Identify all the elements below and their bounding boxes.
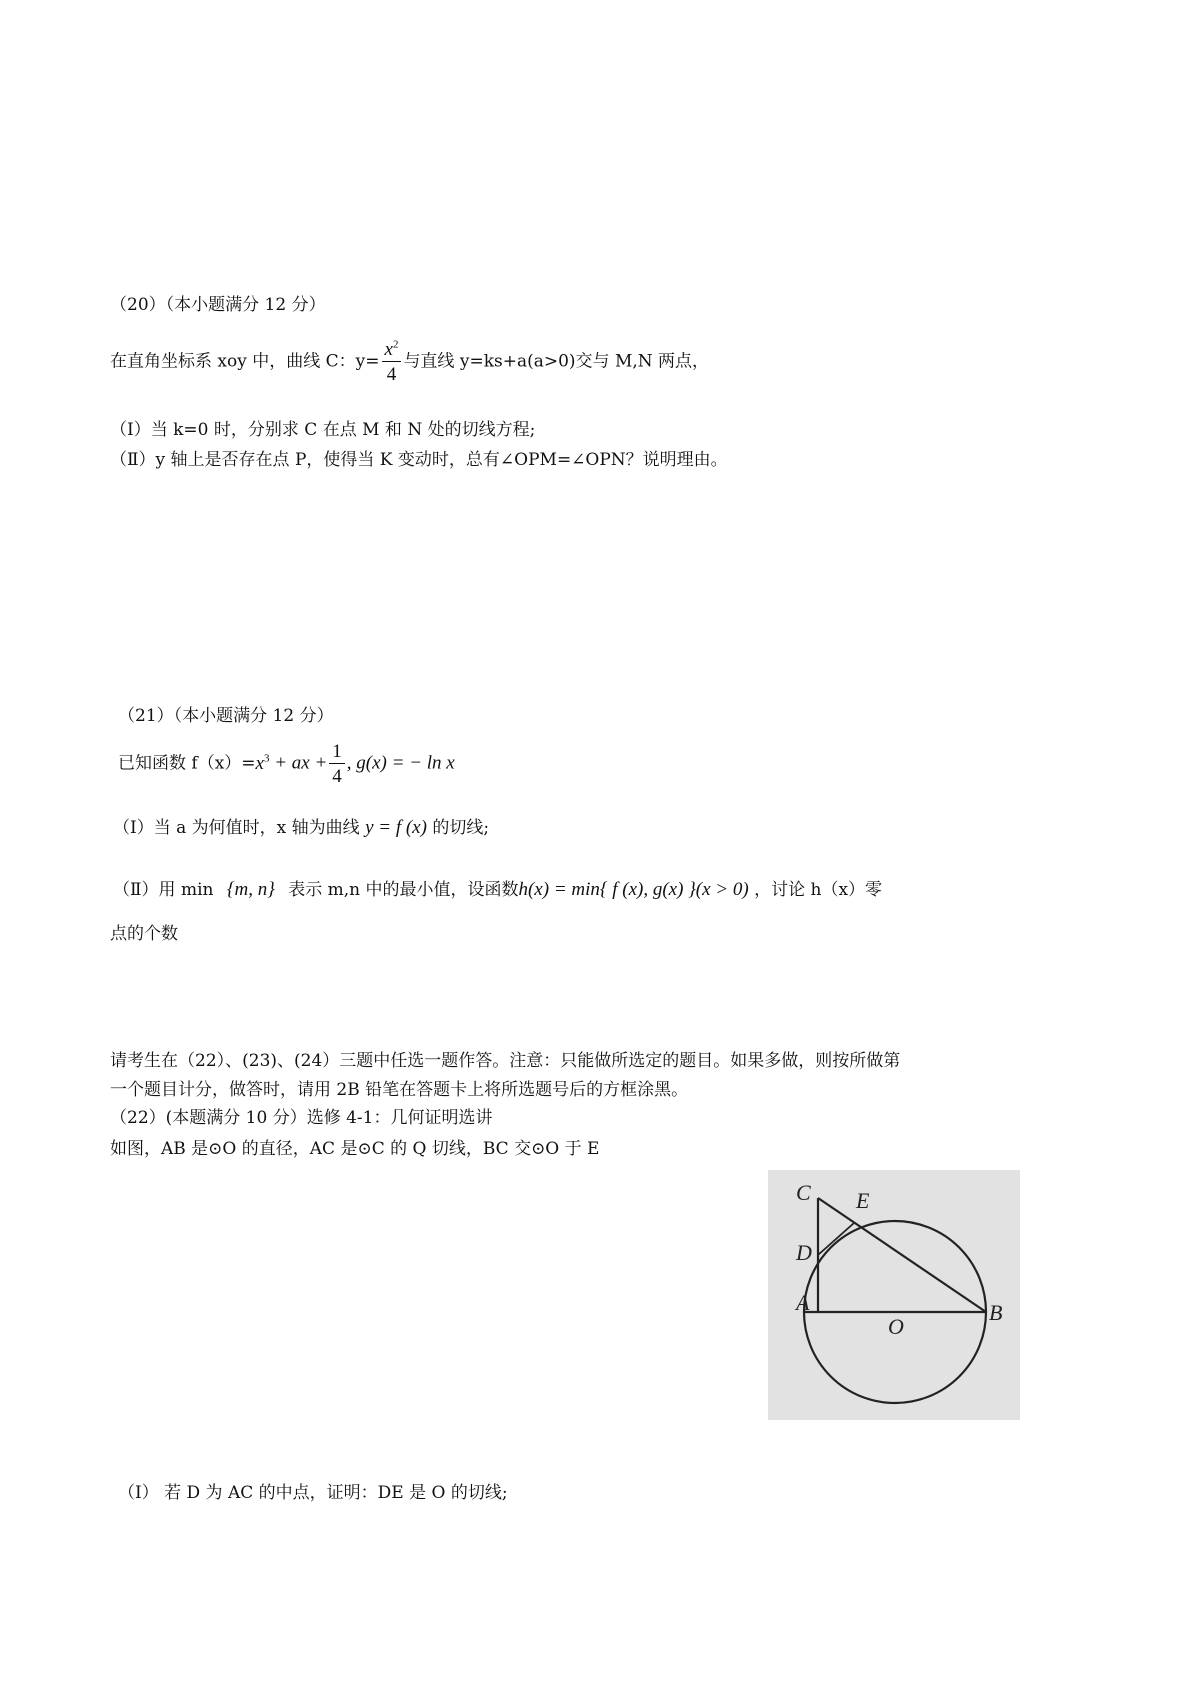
label-a: A	[796, 1290, 810, 1315]
q21-expr-c: , g(x) = − ln x	[346, 752, 455, 774]
q21-part2-set: {m, n}	[226, 879, 275, 900]
q21-part2-math: h(x) = min{ f (x), g(x) }(x > 0)	[518, 879, 749, 900]
q21-frac-num: 1	[329, 742, 345, 764]
q21-expr-a	[256, 753, 270, 774]
q21-header: （21）（本小题满分 12 分）	[118, 706, 334, 726]
q20-fraction	[382, 340, 402, 384]
q22-header: （22）(本题满分 10 分）选修 4-1：几何证明选讲	[110, 1108, 493, 1128]
q21-fraction	[329, 742, 345, 786]
q21-part1-math: y = f (x)	[365, 817, 427, 838]
q21-expr-b: + ax +	[269, 752, 328, 774]
geometry-svg	[768, 1170, 1020, 1420]
segment-de	[818, 1223, 854, 1255]
q20-part2: （Ⅱ）y 轴上是否存在点 P，使得当 K 变动时，总有∠OPM=∠OPN？说明理由。	[110, 450, 728, 470]
q21-part2-cont: 点的个数	[110, 924, 178, 944]
instructions-line2: 一个题目计分，做答时，请用 2B 铅笔在答题卡上将所选题号后的方框涂黑。	[110, 1080, 689, 1100]
q21-part2-tail: ，讨论 h（x）零	[754, 880, 883, 900]
q20-frac-num-exp: 2	[392, 338, 399, 351]
segment-cb	[818, 1198, 986, 1312]
q21-stem-lead: 已知函数 f（x）=	[118, 753, 256, 774]
q21-part1-tail: 的切线;	[432, 818, 490, 838]
q20-frac-num: x	[384, 339, 393, 360]
q21-expr-a-base: x	[255, 752, 264, 774]
q20-part1: （Ⅰ）当 k=0 时，分别求 C 在点 M 和 N 处的切线方程;	[110, 420, 536, 440]
label-c: C	[796, 1180, 811, 1205]
label-b: B	[989, 1300, 1003, 1325]
q20-stem-lead: 在直角坐标系 xoy 中，曲线 C：y=	[110, 351, 380, 372]
q21-part1	[113, 818, 489, 837]
q21-frac-den: 4	[332, 766, 342, 787]
q22-part1: （I） 若 D 为 AC 的中点，证明：DE 是 O 的切线;	[118, 1483, 508, 1503]
q20-frac-den: 4	[386, 364, 397, 385]
label-d: D	[796, 1240, 812, 1265]
q20-stem-tail: 与直线 y=ks+a(a>0)交与 M,N 两点，	[403, 351, 710, 372]
q20-header: （20）（本小题满分 12 分）	[110, 295, 326, 315]
q20-stem	[110, 340, 709, 384]
label-e: E	[856, 1188, 870, 1213]
label-o: O	[888, 1314, 904, 1339]
q22-stem: 如图，AB 是⊙O 的直径，AC 是⊙C 的 Q 切线，BC 交⊙O 于 E	[110, 1139, 600, 1159]
q21-stem	[118, 742, 455, 786]
geometry-figure	[768, 1170, 1020, 1420]
instructions-line1: 请考生在（22）、(23)、(24）三题中任选一题作答。注意：只能做所选定的题目。如果多做，则按所做第	[110, 1051, 901, 1071]
q21-expr-a-exp: 3	[263, 752, 270, 765]
q21-part2-mid: 表示 m,n 中的最小值，设函数	[288, 880, 519, 900]
q21-part2	[113, 880, 882, 899]
q21-part1-lead: （Ⅰ）当 a 为何值时，x 轴为曲线	[113, 818, 360, 838]
q21-part2-lead: （Ⅱ）用 min	[113, 880, 214, 900]
